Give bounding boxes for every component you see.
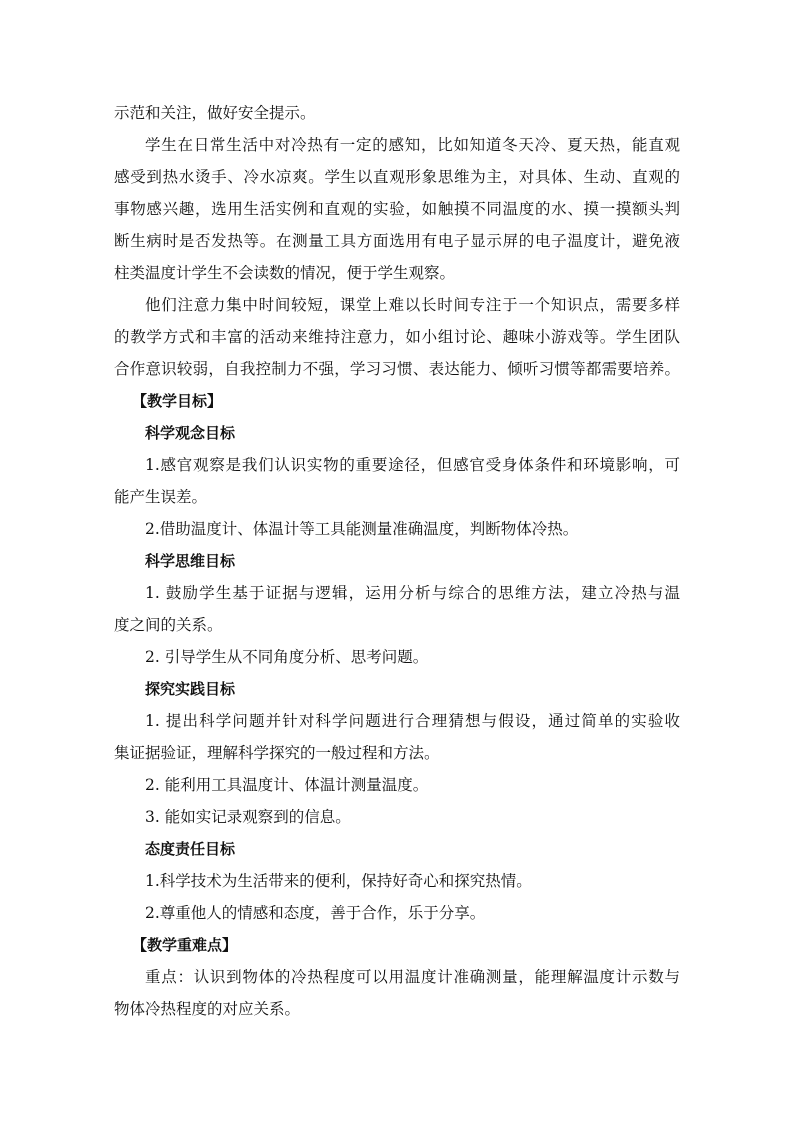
paragraph-line: 合作意识较弱，自我控制力不强，学习习惯、表达能力、倾听习惯等都需要培养。 [114,360,680,378]
paragraph-line: 断生病时是否发热等。在测量工具方面选用有电子显示屏的电子温度计，避免液 [114,232,680,250]
paragraph-line: 集证据验证，理解科学探究的一般过程和方法。 [114,744,440,762]
subsection-heading: 科学观念目标 [145,424,236,442]
paragraph-line: 能产生误差。 [114,488,208,506]
paragraph-line: 3. 能如实记录观察到的信息。 [145,808,351,826]
paragraph-line: 1.感官观察是我们认识实物的重要途径，但感官受身体条件和环境影响，可 [145,456,680,474]
subsection-heading: 态度责任目标 [145,840,236,858]
paragraph-line: 2. 能利用工具温度计、体温计测量温度。 [145,776,429,794]
subsection-heading: 探究实践目标 [145,680,236,698]
paragraph-line: 学生在日常生活中对冷热有一定的感知，比如知道冬天冷、夏天热，能直观 [145,136,680,154]
paragraph-line: 的教学方式和丰富的活动来维持注意力，如小组讨论、趣味小游戏等。学生团队 [114,328,680,346]
paragraph-line: 他们注意力集中时间较短，课堂上难以长时间专注于一个知识点，需要多样 [145,296,680,314]
paragraph-line: 物体冷热程度的对应关系。 [114,1000,301,1018]
paragraph-line: 2.尊重他人的情感和态度，善于合作，乐于分享。 [145,904,486,922]
paragraph-line: 2. 引导学生从不同角度分析、思考问题。 [145,648,429,666]
section-heading: 【教学重难点】 [132,936,238,954]
paragraph-line: 度之间的关系。 [114,616,223,634]
section-heading: 【教学目标】 [132,392,223,410]
paragraph-line: 1. 鼓励学生基于证据与逻辑，运用分析与综合的思维方法，建立冷热与温 [145,584,680,602]
paragraph-line: 感受到热水烫手、冷水凉爽。学生以直观形象思维为主，对具体、生动、直观的 [114,168,680,186]
paragraph-line: 重点：认识到物体的冷热程度可以用温度计准确测量，能理解温度计示数与 [145,968,680,986]
paragraph-line: 事物感兴趣，选用生活实例和直观的实验，如触摸不同温度的水、摸一摸额头判 [114,200,680,218]
paragraph-line: 示范和关注，做好安全提示。 [114,104,316,122]
paragraph-line: 1.科学技术为生活带来的便利，保持好奇心和探究热情。 [145,872,532,890]
paragraph-line: 柱类温度计学生不会读数的情况，便于学生观察。 [114,264,456,282]
subsection-heading: 科学思维目标 [145,552,236,570]
paragraph-line: 1. 提出科学问题并针对科学问题进行合理猜想与假设，通过简单的实验收 [145,712,680,730]
paragraph-line: 2.借助温度计、体温计等工具能测量准确温度，判断物体冷热。 [145,520,579,538]
